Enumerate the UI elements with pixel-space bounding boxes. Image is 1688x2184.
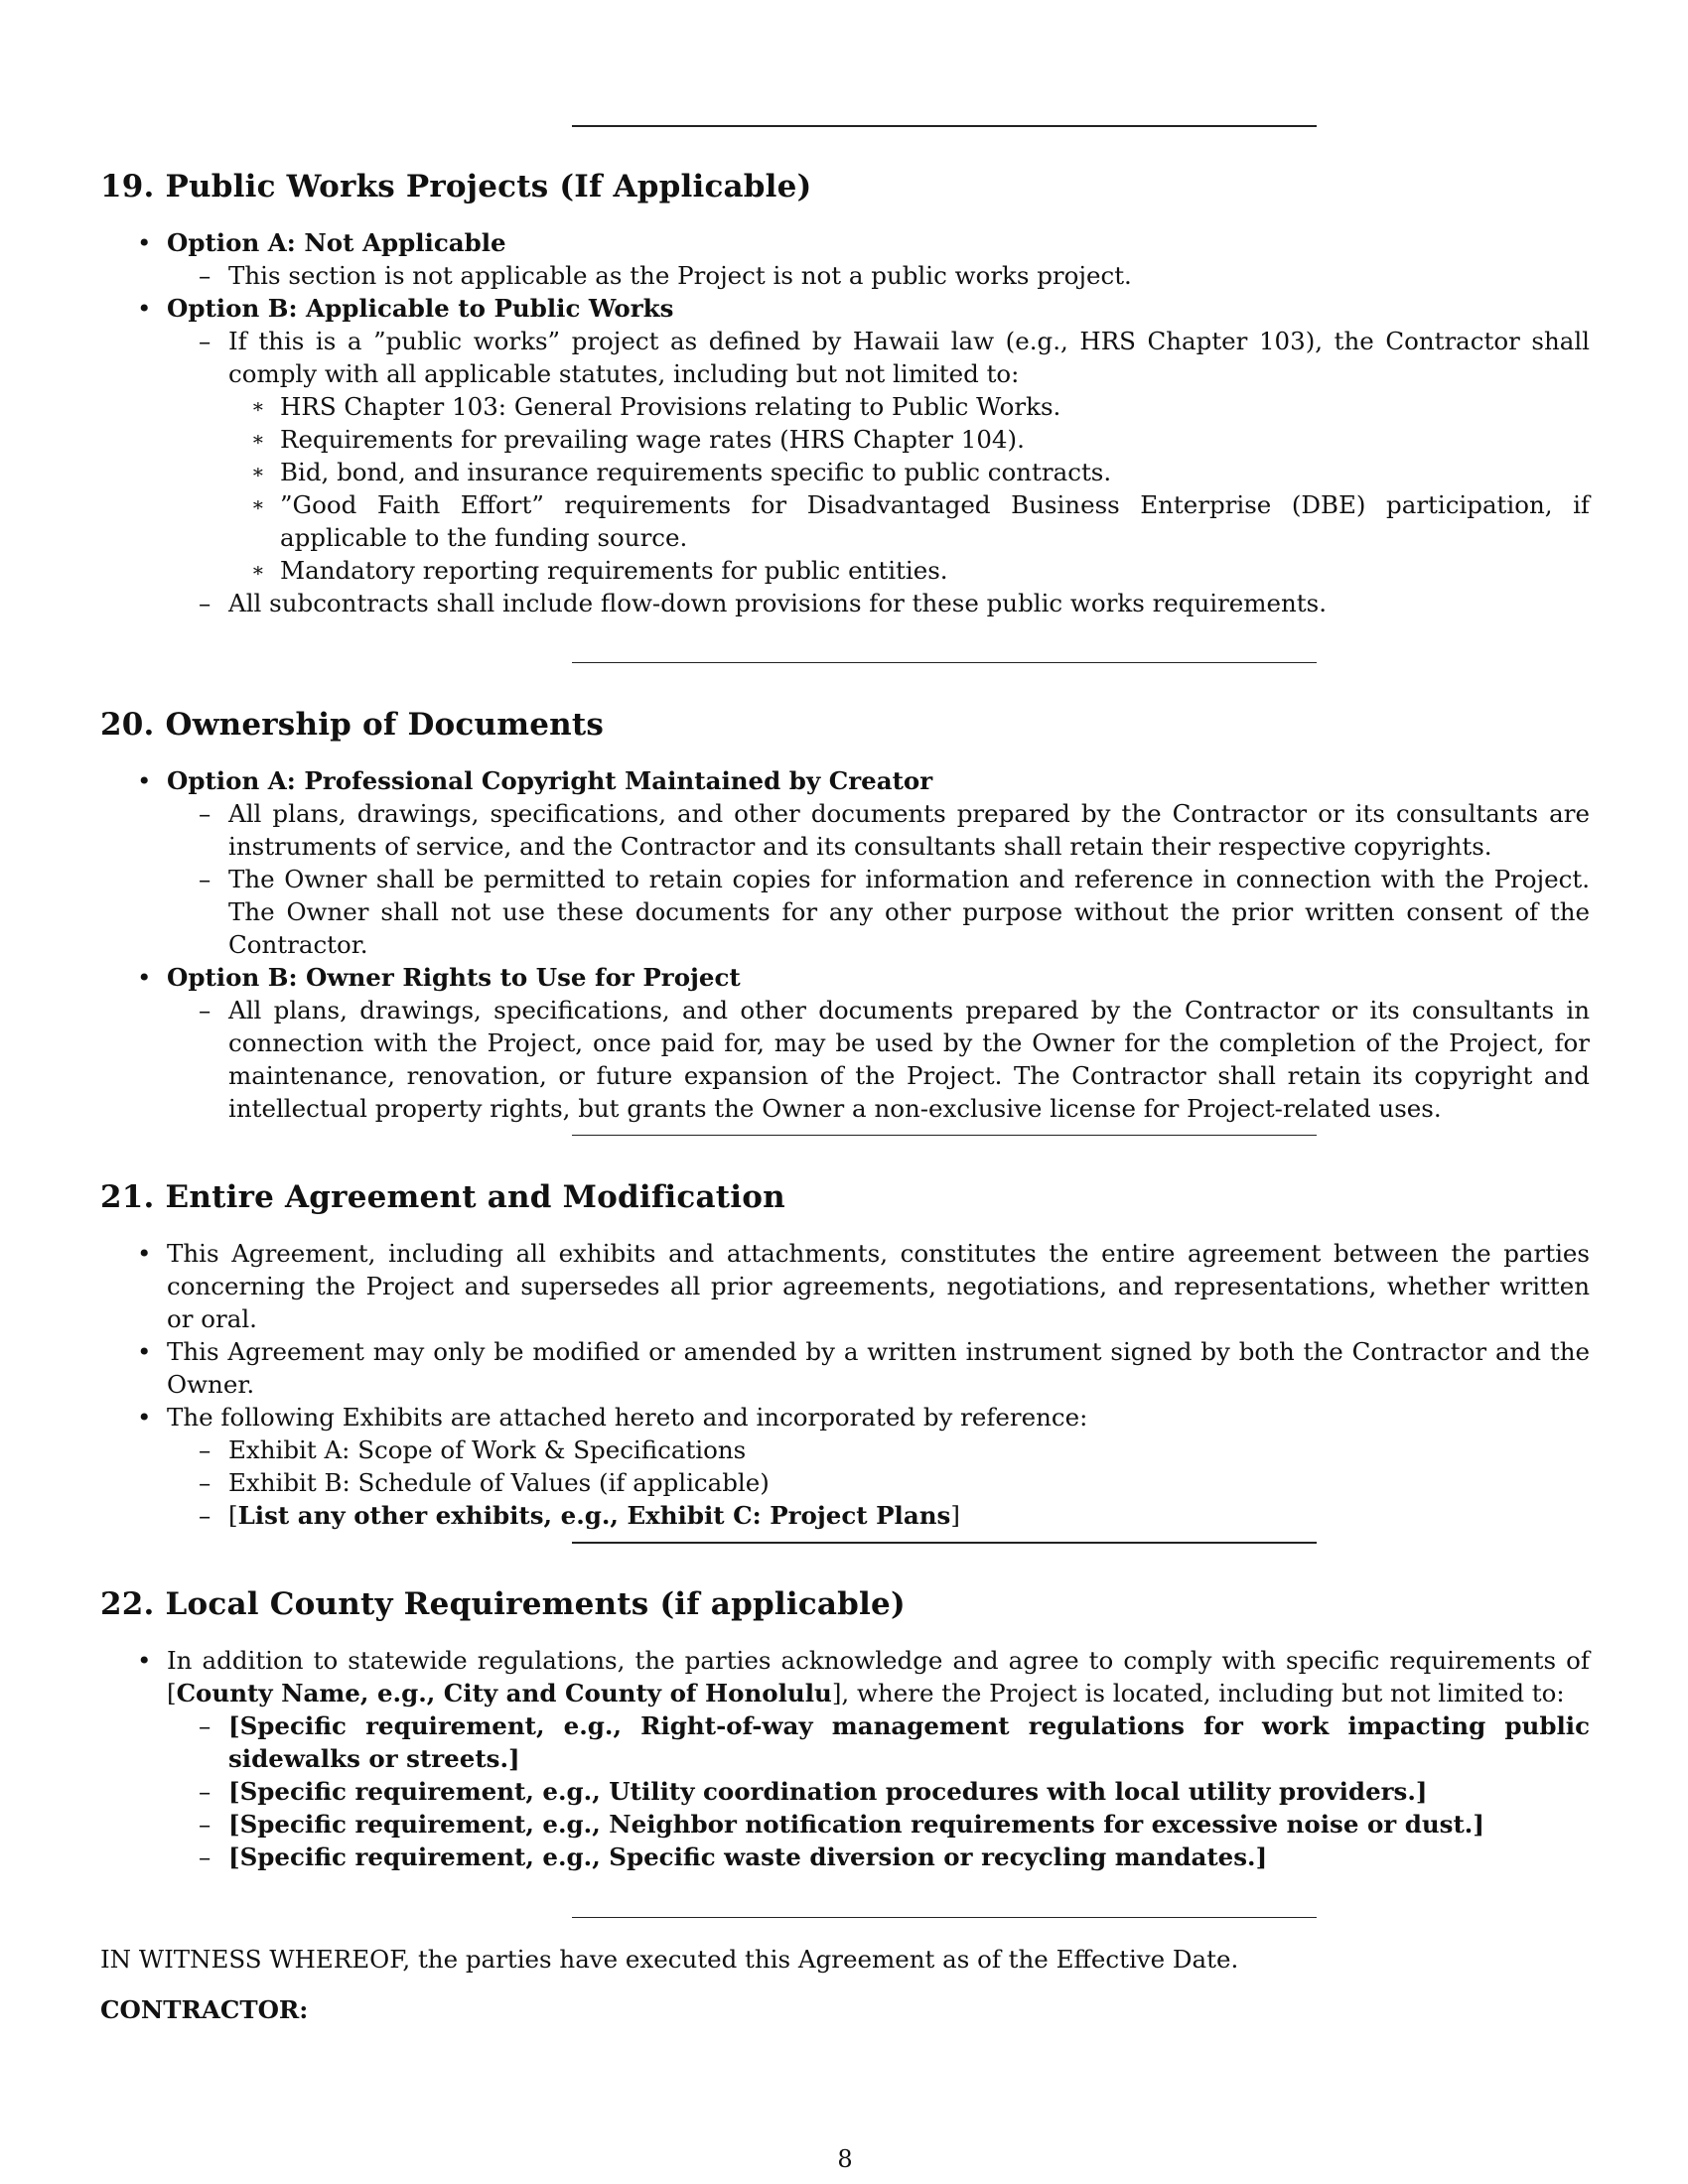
list-item bbox=[100, 1808, 1590, 1841]
list-item bbox=[100, 423, 1590, 456]
dash-marker: – bbox=[199, 1843, 211, 1871]
section-20-heading: 20. Ownership of Documents bbox=[100, 707, 605, 743]
star-marker: ∗ bbox=[251, 492, 265, 516]
requirement-placeholder: Specific requirement, e.g., Neighbor notification requirements for excessive noise or dust. bbox=[239, 1810, 1474, 1839]
list-item bbox=[100, 1841, 1590, 1873]
dash-marker: – bbox=[199, 261, 211, 290]
bracket: [ bbox=[228, 1843, 240, 1871]
contractor-label: CONTRACTOR: bbox=[100, 1995, 309, 2024]
requirement-placeholder: Specific requirement, e.g., Specific waste diversion or recycling mandates. bbox=[239, 1843, 1256, 1871]
bullet-marker: • bbox=[137, 294, 152, 323]
dash-marker: – bbox=[199, 1810, 211, 1839]
dash-marker: – bbox=[199, 1501, 211, 1530]
dash-marker: – bbox=[199, 1711, 211, 1740]
list-item bbox=[100, 390, 1590, 423]
bullet-marker: • bbox=[137, 963, 152, 992]
exhibit-text: Exhibit A: Scope of Work & Specifications bbox=[228, 1435, 747, 1464]
option-b-text: All plans, drawings, specifications, and other documents prepared by the Contractor or its consultants in connection with the Project, once paid for, may be used by the Owner for the completion of the Project, for maintenance, renovation, or future expansion of the Project. The Contractor shall retain its copyright and intellectual property rights, but grants the Owner a non-exclusive license for Project-related uses. bbox=[228, 996, 1590, 1123]
list-item bbox=[100, 1466, 1590, 1499]
list-item bbox=[100, 994, 1590, 1125]
list-item bbox=[100, 1644, 1590, 1709]
bullet-marker: • bbox=[137, 1646, 152, 1675]
list-item bbox=[100, 1775, 1590, 1808]
dash-marker: – bbox=[199, 1468, 211, 1497]
list-item bbox=[100, 1709, 1590, 1775]
page-number: 8 bbox=[837, 2145, 853, 2173]
section-21-body bbox=[100, 1237, 1590, 1532]
list-item bbox=[100, 1237, 1590, 1335]
list-item bbox=[100, 764, 1590, 797]
list-item bbox=[100, 961, 1590, 994]
section-19-body bbox=[100, 226, 1590, 619]
list-item bbox=[100, 325, 1590, 390]
list-item bbox=[100, 226, 1590, 259]
star-marker: ∗ bbox=[251, 394, 265, 418]
list-item bbox=[100, 1433, 1590, 1466]
star-marker: ∗ bbox=[251, 427, 265, 451]
bracket: [ bbox=[228, 1501, 238, 1530]
list-item bbox=[100, 1335, 1590, 1401]
exhibit-placeholder: List any other exhibits, e.g., Exhibit C: Project Plans bbox=[237, 1501, 951, 1530]
option-a-title: Option A: Not Applicable bbox=[167, 228, 506, 257]
sub-item-text: Bid, bond, and insurance requirements specific to public contracts. bbox=[280, 458, 1112, 486]
list-item bbox=[100, 456, 1590, 488]
county-placeholder: County Name, e.g., City and County of Honolulu bbox=[176, 1679, 832, 1707]
section-22-body bbox=[100, 1644, 1590, 1873]
sub-item-text: ”Good Faith Effort” requirements for Disadvantaged Business Enterprise (DBE) participation, if applicable to the funding source. bbox=[280, 490, 1590, 552]
option-b-title: Option B: Applicable to Public Works bbox=[167, 294, 674, 323]
bracket: [ bbox=[228, 1777, 240, 1806]
bracket: [ bbox=[228, 1810, 240, 1839]
list-item bbox=[100, 587, 1590, 619]
sub-item-text: HRS Chapter 103: General Provisions relating to Public Works. bbox=[280, 392, 1061, 421]
bracket: ] bbox=[1255, 1843, 1268, 1871]
bracket: ] bbox=[508, 1744, 520, 1773]
dash-marker: – bbox=[199, 799, 211, 828]
option-b-intro: If this is a ”public works” project as defined by Hawaii law (e.g., HRS Chapter 103), the Contractor shall comply with all applicable statutes, including but not limited to: bbox=[228, 327, 1590, 388]
section-divider bbox=[572, 1542, 1317, 1544]
dash-marker: – bbox=[199, 1777, 211, 1806]
bracket: [ bbox=[228, 1711, 240, 1740]
requirement-placeholder: Specific requirement, e.g., Right-of-way management regulations for work impacting public sidewalks or streets. bbox=[228, 1711, 1590, 1773]
star-marker: ∗ bbox=[251, 460, 265, 483]
bracket: ] bbox=[1415, 1777, 1428, 1806]
sub-item-text: Mandatory reporting requirements for public entities. bbox=[280, 556, 948, 585]
agreement-text: This Agreement may only be modified or amended by a written instrument signed by both the Contractor and the Owner. bbox=[167, 1337, 1590, 1399]
county-intro-text: ], where the Project is located, including but not limited to: bbox=[831, 1679, 1565, 1707]
sub-item-text: Requirements for prevailing wage rates (HRS Chapter 104). bbox=[280, 425, 1025, 454]
dash-marker: – bbox=[199, 589, 211, 617]
dash-marker: – bbox=[199, 327, 211, 355]
section-20-body bbox=[100, 764, 1590, 1125]
bracket: ] bbox=[1473, 1810, 1484, 1839]
list-item bbox=[100, 488, 1590, 554]
agreement-text: This Agreement, including all exhibits and attachments, constitutes the entire agreement between the parties concerning the Project and supersedes all prior agreements, negotiations, and representations, whether written or oral. bbox=[167, 1239, 1590, 1333]
exhibit-text: Exhibit B: Schedule of Values (if applicable) bbox=[228, 1468, 770, 1497]
bracket: ] bbox=[950, 1501, 960, 1530]
section-19-heading: 19. Public Works Projects (If Applicable) bbox=[100, 169, 812, 205]
option-a-title: Option A: Professional Copyright Maintained by Creator bbox=[167, 766, 933, 795]
list-item bbox=[100, 554, 1590, 587]
section-divider bbox=[572, 662, 1317, 663]
agreement-text: The following Exhibits are attached hereto and incorporated by reference: bbox=[167, 1403, 1088, 1432]
witness-statement: IN WITNESS WHEREOF, the parties have executed this Agreement as of the Effective Date. bbox=[100, 1945, 1239, 1974]
bullet-marker: • bbox=[137, 1239, 152, 1268]
option-a-text: All plans, drawings, specifications, and other documents prepared by the Contractor or its consultants are instruments of service, and the Contractor and its consultants shall retain their respective copyrights. bbox=[228, 799, 1590, 861]
county-intro-text: In addition to statewide regulations, the parties acknowledge and agree to comply with specific requirements of [ bbox=[167, 1646, 1590, 1707]
section-22-heading: 22. Local County Requirements (if applicable) bbox=[100, 1586, 906, 1622]
requirement-placeholder: Specific requirement, e.g., Utility coordination procedures with local utility providers. bbox=[239, 1777, 1416, 1806]
flowdown-text: All subcontracts shall include flow-down provisions for these public works requirements. bbox=[228, 589, 1328, 617]
list-item bbox=[100, 797, 1590, 863]
dash-marker: – bbox=[199, 865, 211, 893]
bullet-marker: • bbox=[137, 1337, 152, 1366]
bullet-marker: • bbox=[137, 228, 152, 257]
list-item bbox=[100, 292, 1590, 325]
section-divider bbox=[572, 125, 1317, 127]
list-item bbox=[100, 1499, 1590, 1532]
section-21-heading: 21. Entire Agreement and Modification bbox=[100, 1179, 785, 1215]
option-b-title: Option B: Owner Rights to Use for Project bbox=[167, 963, 741, 992]
dash-marker: – bbox=[199, 996, 211, 1024]
option-a-text: This section is not applicable as the Project is not a public works project. bbox=[228, 261, 1132, 290]
section-divider bbox=[572, 1135, 1317, 1136]
section-divider bbox=[572, 1917, 1317, 1918]
list-item bbox=[100, 863, 1590, 961]
list-item bbox=[100, 259, 1590, 292]
bullet-marker: • bbox=[137, 1403, 152, 1432]
list-item bbox=[100, 1401, 1590, 1433]
star-marker: ∗ bbox=[251, 558, 265, 582]
dash-marker: – bbox=[199, 1435, 211, 1464]
bullet-marker: • bbox=[137, 766, 152, 795]
option-a-text: The Owner shall be permitted to retain copies for information and reference in connection with the Project. The Owner shall not use these documents for any other purpose without the prior written consent of the Contractor. bbox=[228, 865, 1590, 959]
